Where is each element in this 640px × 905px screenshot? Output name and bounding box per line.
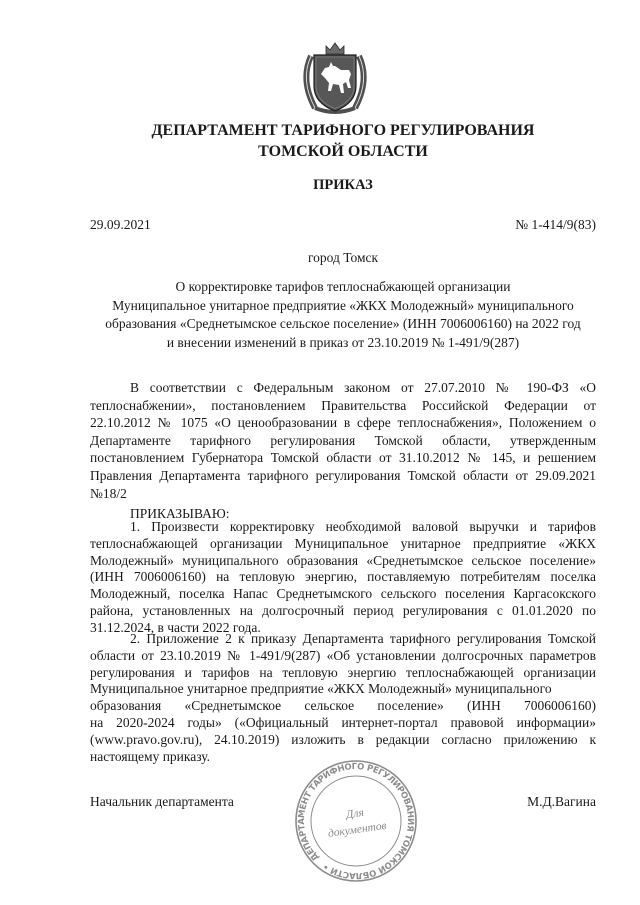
item-line: Муниципальное унитарное предприятие «ЖКХ Молодежный» муниципального [90, 681, 552, 697]
document-date: 29.09.2021 [90, 217, 151, 232]
stamp-inner-circle [311, 776, 401, 866]
document-type: ПРИКАЗ [313, 177, 373, 193]
subject-line: Муниципальное унитарное предприятие «ЖКХ Молодежный» муниципального [112, 297, 574, 313]
item-line: образования «Среднетымское сельское поселение» (ИНН 7006006160) [90, 698, 596, 714]
preamble-line: №18/2 [90, 485, 127, 501]
item-line: настоящему приказу. [90, 748, 211, 764]
preamble-line: Департаменте тарифного регулирования Томской области, утвержденным [90, 432, 596, 448]
item-line: регулирования и тарифов на тепловую энергию теплоснабжающей организации [90, 664, 596, 680]
item-line: (www.pravo.gov.ru), 24.10.2019) изложить в редакции согласно приложению к [90, 731, 596, 747]
preamble-line: постановлением Губернатора Томской области от 31.10.2012 № 145, и решением [90, 450, 596, 466]
item-line: 31.12.2024, в части 2022 года. [90, 619, 261, 635]
item-line: 1. Произвести корректировку необходимой валовой выручки и тарифов [130, 519, 596, 534]
subject-line: образования «Среднетымское сельское поселение» (ИНН 7006006160) на 2022 год [105, 316, 581, 332]
item-line: района, установленных на долгосрочный период регулирования с 01.01.2020 по [90, 602, 596, 618]
city: город Томск [307, 250, 379, 265]
date-number-row [90, 216, 596, 234]
preamble-line: теплоснабжении», постановлением Правительства Российской Федерации от [90, 397, 596, 413]
stamp-inner-line2: документов [327, 819, 388, 840]
preamble-line: 22.10.2012 № 1075 «О ценообразовании в сфере теплоснабжения», Положением о [90, 415, 596, 431]
preamble-line: Правления Департамента тарифного регулирования Томской области от 29.09.2021 [90, 467, 596, 483]
item-line: области от 23.10.2019 № 1-491/9(287) «Об установлении долгосрочных параметров [90, 647, 596, 663]
item-line: 2. Приложение 2 к приказу Департамента тарифного регулирования Томской [130, 631, 596, 646]
subject-line: О корректировке тарифов теплоснабжающей организации [175, 279, 511, 294]
item-line: Молодежный» муниципального образования «Среднетымское сельское поселение» [90, 552, 596, 568]
signatory-position: Начальник департамента [90, 794, 234, 809]
preamble-line: В соответствии с Федеральным законом от 27.07.2010 № 190-ФЗ «О [130, 380, 596, 395]
item-line: Молодежный, поселка Напас Среднетымского сельского поселения Каргасокского [90, 586, 596, 602]
order-item-1 [90, 519, 596, 637]
document-subject [90, 278, 596, 352]
subject-line: и внесении изменений в приказ от 23.10.2019 № 1-491/9(287) [166, 334, 520, 350]
signatory-name: М.Д.Вагина [527, 794, 596, 809]
item-line: теплоснабжающей организации Муниципальное унитарное предприятие «ЖКХ [90, 535, 596, 551]
stamp-ring-text [297, 762, 415, 880]
stamp-ring-textpath: ДЕПАРТАМЕНТ ТАРИФНОГО РЕГУЛИРОВАНИЯ ТОМСКОЙ ОБЛАСТИ • [296, 761, 416, 881]
document-number: № 1-414/9(83) [515, 217, 596, 232]
tomsk-oblast-coat-of-arms-icon [297, 40, 373, 116]
department-title [90, 120, 596, 162]
stamp-inner-line1: Для [345, 806, 365, 822]
department-title-line1: ДЕПАРТАМЕНТ ТАРИФНОГО РЕГУЛИРОВАНИЯ [151, 122, 535, 139]
order-word: ПРИКАЗЫВАЮ: [130, 506, 230, 521]
item-line: (ИНН 7006006160) на тепловую энергию, поставляемую потребителям поселка [90, 569, 596, 585]
stamp-outer-circle [296, 761, 416, 881]
official-stamp [293, 758, 419, 884]
preamble-paragraph [90, 379, 596, 502]
item-line: на 2020-2024 годы» («Официальный интернет-портал правовой информации» [90, 714, 596, 730]
order-item-2 [90, 631, 596, 765]
department-title-line2: ТОМСКОЙ ОБЛАСТИ [258, 143, 428, 160]
